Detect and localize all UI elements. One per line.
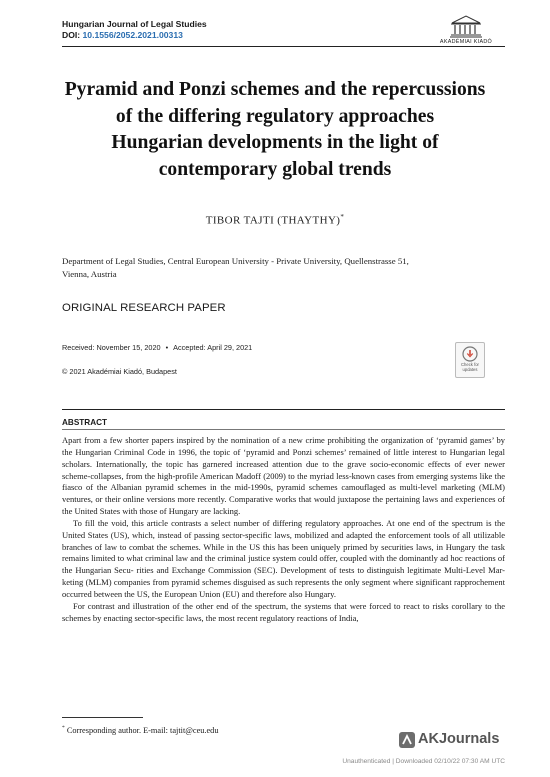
paper-type: ORIGINAL RESEARCH PAPER <box>62 302 226 314</box>
title-line: of the differing regulatory approaches <box>115 105 435 127</box>
akjournals-mark-icon <box>399 732 415 748</box>
academy-building-icon <box>449 14 483 38</box>
footnote-rule <box>62 717 143 718</box>
accepted-date: Accepted: April 29, 2021 <box>173 343 253 352</box>
copyright: © 2021 Akadémiai Kiadó, Budapest <box>62 367 177 376</box>
abstract-paragraph <box>62 601 505 625</box>
check-updates-icon <box>462 346 478 362</box>
abstract-line: significant rapprochement occurred between the US, the European Union (EU) and therefore also Hungary. <box>62 577 505 599</box>
check-updates-label-line: Check for <box>461 362 479 367</box>
akjournals-wordmark: AKJournals <box>418 731 500 747</box>
abstract-line: risks corollary to the schemes by enacting sector-specific laws, the most recent regulatory reactions of India, <box>62 600 505 623</box>
abstract-paragraph <box>62 435 505 518</box>
abstract-line: Albanian pyramid schemes in the mid-1990s, pyramid schemes camouflaged as multi-level marketing <box>110 482 476 493</box>
abstract-line: uniquely primed by securities laws, in Hungary the task remains limited to what criminal law and the <box>62 541 505 564</box>
header-divider <box>62 46 505 47</box>
abstract-line: remained of little interest to Hungarian legal scholars. Internationally, the topic has garnered increased <box>62 446 506 469</box>
check-updates-label-line: updates <box>462 366 478 372</box>
abstract-line: ‘pyramid games’ by the Hungarian Criminal Code in 1996, the topic of ‘pyramid and Ponzi schemes’ <box>62 435 506 457</box>
footnote-text: Corresponding author. E-mail: tajtit@ceu.edu <box>66 725 219 735</box>
download-watermark: Unauthenticated | Downloaded 02/10/22 07:30 AM UTC <box>342 758 505 765</box>
author-footnote-marker[interactable]: * <box>340 213 345 221</box>
article-dates <box>62 343 252 352</box>
affiliation-line: Department of Legal Studies, Central European University - Private University, Quellenstrasse 51, <box>62 256 409 266</box>
abstract-line: keting (MLM) companies from pyramid schemes disguised as such represents the only segment where <box>62 577 414 588</box>
doi-line <box>62 30 183 40</box>
date-separator: • <box>165 343 169 352</box>
abstract-line: the spectrum is the United States (US), which, instead of passing sector-specific laws, mobilized and adapted <box>62 517 505 540</box>
abstract-line: pertaining laws and experiences of the United States with those of Hungary are lacking. <box>62 494 506 517</box>
footnote <box>62 725 218 735</box>
doi-label: DOI: <box>62 30 81 40</box>
publisher-name: AKADÉMIAI KIADÓ <box>439 39 493 45</box>
received-date: Received: November 15, 2020 <box>62 343 161 352</box>
abstract-line: Apart from a few shorter papers inspired by the nomination of a new crime prohibiting the organization of <box>62 435 434 445</box>
author-name: TIBOR TAJTI (THAYTHY) <box>205 214 341 227</box>
abstract-line: (MLM) ventures, or their online versions more recently. Comparative works that would juxtapose the <box>62 482 506 505</box>
abstract-line: criminal justice system could offer, coupled with the dominantly ad hoc reactions of the Hungarian Secu- <box>62 553 505 576</box>
title-line: Pyramid and Ponzi schemes and the repercussions <box>64 79 486 100</box>
abstract-line: American Madoff (2009) to the myriad less-known cases from emerging systems like the fiasco of the <box>62 470 505 493</box>
abstract-heading: ABSTRACT <box>62 418 108 427</box>
abstract-line: attention due to the grave socio-economic effects of ever newer scheme-collapses, from the high-profile <box>62 458 505 481</box>
abstract-line: For contrast and illustration of the other end of the spectrum, the systems that were forced to react to <box>73 600 430 611</box>
title-line: contemporary global trends <box>158 158 392 180</box>
article-title <box>40 77 510 183</box>
doi-link[interactable]: 10.1556/2052.2021.00313 <box>82 30 183 40</box>
abstract-top-rule <box>62 409 505 410</box>
abstract-line: the enforcement tools of all utilizable branches of law to combat the schemes. While in the US this has been <box>62 529 506 552</box>
footnote-marker: * <box>62 725 65 731</box>
author-line <box>0 213 550 227</box>
affiliation-line: Vienna, Austria <box>62 269 117 280</box>
abstract-line: To fill the void, this article contrasts a select number of differing regulatory approaches. At one end of <box>73 517 436 528</box>
journal-name: Hungarian Journal of Legal Studies <box>62 19 207 29</box>
abstract-paragraph <box>62 518 505 601</box>
publisher-logo <box>428 14 504 45</box>
abstract-line: rities and Exchange Commission (SEC). Development of tests to distinguish legitimate Multi-Level Mar- <box>136 565 505 576</box>
abstract-body <box>62 435 505 625</box>
check-for-updates-button[interactable] <box>455 342 485 378</box>
affiliation <box>62 255 505 282</box>
title-line: Hungarian developments in the light of <box>111 132 439 153</box>
check-updates-label <box>456 363 484 372</box>
abstract-heading-rule <box>62 429 505 430</box>
